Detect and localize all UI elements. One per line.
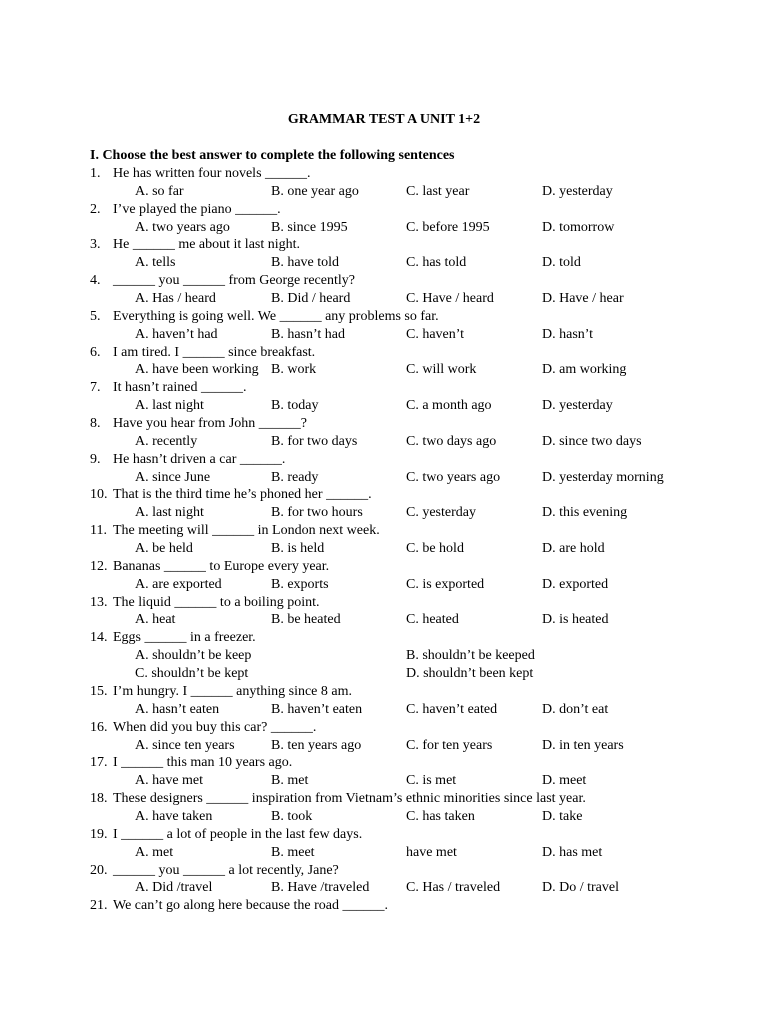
answer-option: C. is met bbox=[406, 773, 457, 789]
question-row bbox=[0, 272, 768, 290]
answer-option: D. has met bbox=[542, 844, 603, 860]
answer-option: C. a month ago bbox=[406, 398, 492, 414]
page-title: GRAMMAR TEST A UNIT 1+2 bbox=[287, 112, 481, 127]
answer-option: have met bbox=[406, 844, 457, 860]
question-number: 12. bbox=[90, 558, 108, 574]
options-row bbox=[0, 808, 768, 826]
options-row bbox=[0, 665, 768, 683]
question-list bbox=[0, 165, 768, 915]
question-text: When did you buy this car? ______. bbox=[113, 719, 317, 735]
answer-option: A. since ten years bbox=[135, 737, 235, 753]
question-text: These designers ______ inspiration from Vietnam’s ethnic minorities since last year. bbox=[113, 791, 586, 807]
question-row bbox=[0, 683, 768, 701]
options-row bbox=[0, 183, 768, 201]
options-row bbox=[0, 290, 768, 308]
question-row bbox=[0, 522, 768, 540]
answer-option: B. shouldn’t be keeped bbox=[406, 648, 535, 664]
answer-option: C. for ten years bbox=[406, 737, 493, 753]
question-row bbox=[0, 897, 768, 915]
question-number: 14. bbox=[90, 630, 108, 646]
section-heading: I. Choose the best answer to complete the following sentences bbox=[90, 148, 455, 163]
answer-option: B. ready bbox=[271, 469, 319, 485]
question-number: 19. bbox=[90, 826, 108, 842]
answer-option: B. be heated bbox=[271, 612, 341, 628]
question-text: I am tired. I ______ since breakfast. bbox=[113, 344, 316, 360]
answer-option: B. work bbox=[271, 362, 317, 378]
answer-option: D. am working bbox=[542, 362, 627, 378]
question-text: The meeting will ______ in London next week. bbox=[113, 523, 380, 539]
answer-option: D. don’t eat bbox=[542, 701, 609, 717]
options-row bbox=[0, 879, 768, 897]
answer-option: B. meet bbox=[271, 844, 315, 860]
question-number: 5. bbox=[90, 308, 101, 324]
question-row bbox=[0, 165, 768, 183]
question-number: 3. bbox=[90, 237, 101, 253]
answer-option: D. are hold bbox=[542, 541, 605, 557]
answer-option: B. took bbox=[271, 808, 313, 824]
question-row bbox=[0, 826, 768, 844]
question-row bbox=[0, 719, 768, 737]
answer-option: B. Have /traveled bbox=[271, 880, 370, 896]
answer-option: C. two years ago bbox=[406, 469, 501, 485]
question-number: 10. bbox=[90, 487, 108, 503]
options-row bbox=[0, 540, 768, 558]
options-row bbox=[0, 701, 768, 719]
answer-option: D. exported bbox=[542, 576, 609, 592]
answer-option: B. is held bbox=[271, 541, 325, 557]
answer-option: C. haven’t bbox=[406, 326, 465, 342]
answer-option: C. has taken bbox=[406, 808, 475, 824]
options-row bbox=[0, 469, 768, 487]
answer-option: D. hasn’t bbox=[542, 326, 594, 342]
question-number: 7. bbox=[90, 380, 101, 396]
answer-option: D. this evening bbox=[542, 505, 628, 521]
answer-option: B. today bbox=[271, 398, 319, 414]
answer-option: D. take bbox=[542, 808, 583, 824]
answer-option: A. have met bbox=[135, 773, 204, 789]
options-row bbox=[0, 326, 768, 344]
answer-option: D. yesterday bbox=[542, 183, 613, 199]
question-number: 4. bbox=[90, 273, 101, 289]
answer-option: B. have told bbox=[271, 255, 340, 271]
answer-option: C. haven’t eated bbox=[406, 701, 498, 717]
answer-option: C. two days ago bbox=[406, 433, 497, 449]
question-number: 9. bbox=[90, 451, 101, 467]
options-row bbox=[0, 647, 768, 665]
answer-option: A. heat bbox=[135, 612, 176, 628]
question-number: 1. bbox=[90, 166, 101, 181]
question-row bbox=[0, 754, 768, 772]
question-text: I’m hungry. I ______ anything since 8 am. bbox=[113, 683, 352, 699]
question-text: He ______ me about it last night. bbox=[113, 237, 301, 253]
answer-option: A. met bbox=[135, 844, 174, 860]
answer-option: B. ten years ago bbox=[271, 737, 362, 753]
answer-option: B. for two hours bbox=[271, 505, 363, 521]
question-text: It hasn’t rained ______. bbox=[113, 380, 247, 396]
question-row bbox=[0, 594, 768, 612]
options-row bbox=[0, 504, 768, 522]
question-row bbox=[0, 344, 768, 362]
answer-option: A. haven’t had bbox=[135, 326, 218, 342]
answer-option: C. last year bbox=[406, 183, 470, 199]
answer-option: D. shouldn’t been kept bbox=[406, 666, 534, 682]
answer-option: C. has told bbox=[406, 255, 467, 271]
question-row bbox=[0, 629, 768, 647]
question-number: 21. bbox=[90, 898, 108, 914]
question-text: We can’t go along here because the road ______. bbox=[113, 898, 389, 914]
answer-option: A. two years ago bbox=[135, 219, 230, 235]
answer-option: A. shouldn’t be keep bbox=[135, 648, 252, 664]
question-number: 8. bbox=[90, 416, 101, 432]
answer-option: A. since June bbox=[135, 469, 211, 485]
answer-option: A. tells bbox=[135, 255, 176, 271]
question-row bbox=[0, 379, 768, 397]
answer-option: B. hasn’t had bbox=[271, 326, 346, 342]
question-row bbox=[0, 201, 768, 219]
answer-option: C. Have / heard bbox=[406, 291, 494, 307]
question-row bbox=[0, 415, 768, 433]
answer-option: C. be hold bbox=[406, 541, 464, 557]
question-number: 17. bbox=[90, 755, 108, 771]
answer-option: D. yesterday morning bbox=[542, 469, 664, 485]
options-row bbox=[0, 254, 768, 272]
question-text: The liquid ______ to a boiling point. bbox=[113, 594, 320, 610]
answer-option: D. Have / hear bbox=[542, 291, 624, 307]
answer-option: C. before 1995 bbox=[406, 219, 490, 235]
answer-option: C. shouldn’t be kept bbox=[135, 666, 249, 682]
question-row bbox=[0, 790, 768, 808]
question-row bbox=[0, 451, 768, 469]
question-text: I’ve played the piano ______. bbox=[113, 201, 281, 217]
answer-option: D. since two days bbox=[542, 433, 642, 449]
options-row bbox=[0, 611, 768, 629]
answer-option: C. is exported bbox=[406, 576, 485, 592]
options-row bbox=[0, 576, 768, 594]
question-row bbox=[0, 862, 768, 880]
question-text: ______ you ______ a lot recently, Jane? bbox=[113, 862, 339, 878]
answer-option: D. is heated bbox=[542, 612, 609, 628]
answer-option: D. meet bbox=[542, 773, 587, 789]
question-number: 2. bbox=[90, 201, 101, 217]
question-row bbox=[0, 558, 768, 576]
answer-option: C. will work bbox=[406, 362, 477, 378]
answer-option: B. Did / heard bbox=[271, 291, 351, 307]
answer-option: D. Do / travel bbox=[542, 880, 619, 896]
answer-option: B. exports bbox=[271, 576, 329, 592]
question-text: ______ you ______ from George recently? bbox=[113, 273, 355, 289]
answer-option: A. be held bbox=[135, 541, 193, 557]
answer-option: B. since 1995 bbox=[271, 219, 348, 235]
answer-option: C. heated bbox=[406, 612, 459, 628]
question-text: I ______ a lot of people in the last few days. bbox=[113, 826, 363, 842]
options-row bbox=[0, 772, 768, 790]
options-row bbox=[0, 219, 768, 237]
answer-option: A. last night bbox=[135, 398, 204, 414]
answer-option: B. one year ago bbox=[271, 183, 359, 199]
options-row bbox=[0, 433, 768, 451]
answer-option: A. have taken bbox=[135, 808, 213, 824]
question-number: 15. bbox=[90, 683, 108, 699]
answer-option: A. Has / heard bbox=[135, 291, 216, 307]
question-number: 20. bbox=[90, 862, 108, 878]
answer-option: B. haven’t eaten bbox=[271, 701, 363, 717]
answer-option: D. yesterday bbox=[542, 398, 613, 414]
question-text: He has written four novels ______. bbox=[113, 166, 311, 181]
answer-option: A. last night bbox=[135, 505, 204, 521]
answer-option: A. hasn’t eaten bbox=[135, 701, 220, 717]
question-text: Have you hear from John ______? bbox=[113, 416, 308, 432]
question-number: 13. bbox=[90, 594, 108, 610]
question-text: That is the third time he’s phoned her ______. bbox=[113, 487, 372, 503]
question-text: I ______ this man 10 years ago. bbox=[113, 755, 293, 771]
question-text: Eggs ______ in a freezer. bbox=[113, 630, 256, 646]
question-row bbox=[0, 236, 768, 254]
question-number: 11. bbox=[90, 523, 107, 539]
answer-option: A. are exported bbox=[135, 576, 222, 592]
answer-option: D. tomorrow bbox=[542, 219, 615, 235]
question-text: Everything is going well. We ______ any problems so far. bbox=[113, 308, 439, 324]
question-row bbox=[0, 486, 768, 504]
options-row bbox=[0, 361, 768, 379]
answer-option: A. have been working bbox=[135, 362, 259, 378]
options-row bbox=[0, 844, 768, 862]
options-row bbox=[0, 397, 768, 415]
answer-option: A. Did /travel bbox=[135, 880, 213, 896]
answer-option: B. for two days bbox=[271, 433, 358, 449]
question-number: 6. bbox=[90, 344, 101, 360]
answer-option: D. in ten years bbox=[542, 737, 624, 753]
answer-option: A. so far bbox=[135, 183, 184, 199]
answer-option: D. told bbox=[542, 255, 581, 271]
answer-option: B. met bbox=[271, 773, 309, 789]
answer-option: A. recently bbox=[135, 433, 198, 449]
question-text: Bananas ______ to Europe every year. bbox=[113, 558, 330, 574]
answer-option: C. Has / traveled bbox=[406, 880, 501, 896]
options-row bbox=[0, 737, 768, 755]
answer-option: C. yesterday bbox=[406, 505, 476, 521]
question-number: 16. bbox=[90, 719, 108, 735]
question-number: 18. bbox=[90, 791, 108, 807]
question-row bbox=[0, 308, 768, 326]
question-text: He hasn’t driven a car ______. bbox=[113, 451, 286, 467]
